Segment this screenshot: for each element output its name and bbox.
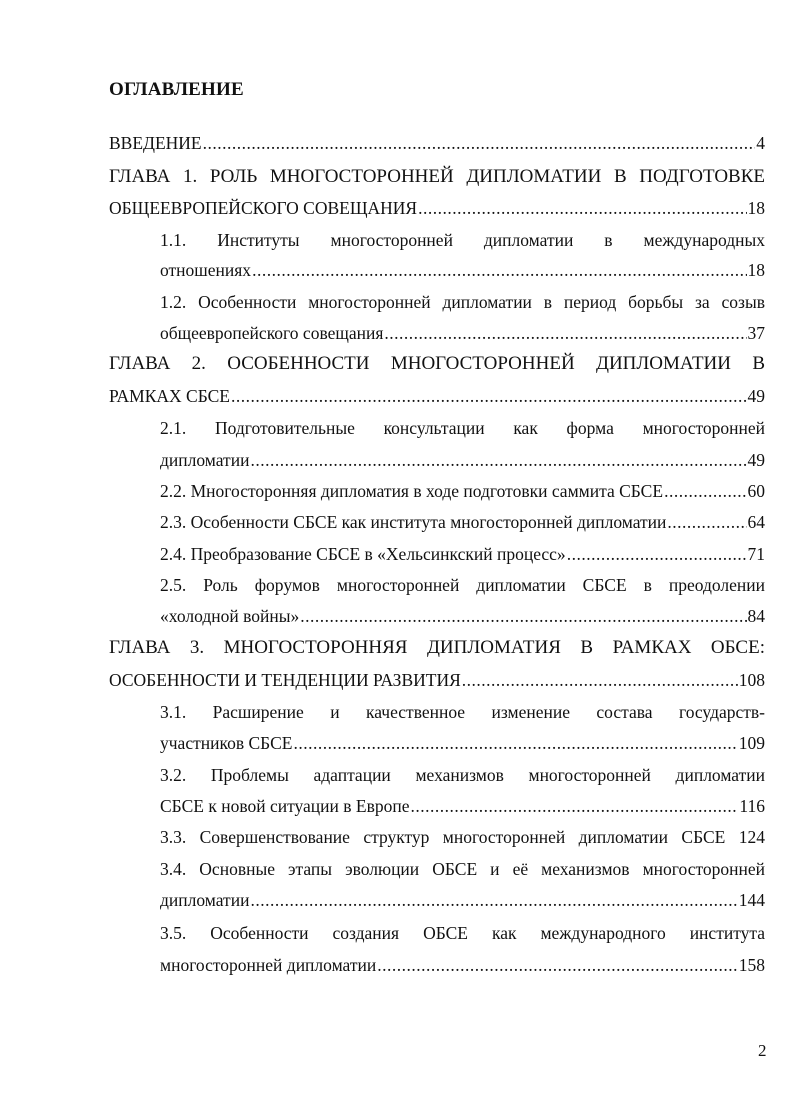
dot-leader [250, 447, 746, 473]
toc-entry-title: РАМКАХ СБСЕ [109, 386, 230, 406]
dot-leader [250, 887, 737, 913]
toc-section-3-5-title[interactable]: 3.5. Особенности создания ОБСЕ как международного института [160, 923, 765, 943]
toc-entry-title: «холодной войны» [160, 606, 300, 626]
toc-entry-page: 64 [747, 512, 765, 532]
toc-entry-title: 2.2. Многосторонняя дипломатия в ходе подготовки саммита СБСЕ [160, 481, 664, 501]
toc-section-3-2-title[interactable]: 3.2. Проблемы адаптации механизмов многосторонней дипломатии [160, 765, 765, 785]
dot-leader [567, 541, 747, 567]
dot-leader [377, 952, 738, 978]
toc-section-3-1-title[interactable]: 3.1. Расширение и качественное изменение состава государств- [160, 702, 765, 722]
toc-chapter-3[interactable] [109, 667, 765, 693]
toc-section-3-3[interactable]: 3.3. Совершенствование структур многосторонней дипломатии СБСЕ 124 [160, 827, 765, 847]
toc-entry-page: 49 [747, 450, 765, 470]
toc-entry-page: 144 [738, 890, 765, 910]
toc-entry-page: 37 [747, 323, 765, 343]
dot-leader [293, 730, 737, 756]
toc-entry-title: участников СБСЕ [160, 733, 293, 753]
toc-entry-title: ОСОБЕННОСТИ И ТЕНДЕНЦИИ РАЗВИТИЯ [109, 670, 461, 690]
toc-chapter-2[interactable] [109, 383, 765, 409]
toc-entry-introduction[interactable] [109, 130, 765, 156]
dot-leader [203, 130, 756, 156]
toc-section-1-1[interactable] [160, 257, 765, 283]
toc-section-2-2[interactable] [160, 478, 765, 504]
dot-leader [231, 383, 747, 409]
toc-section-3-1[interactable] [160, 730, 765, 756]
toc-entry-title: 2.3. Особенности СБСЕ как института многосторонней дипломатии [160, 512, 667, 532]
toc-section-3-4-title[interactable]: 3.4. Основные этапы эволюции ОБСЕ и её механизмов многосторонней [160, 859, 765, 879]
toc-entry-title: многосторонней дипломатии [160, 955, 377, 975]
toc-section-1-2[interactable] [160, 320, 765, 346]
toc-section-3-5[interactable] [160, 952, 765, 978]
toc-entry-page: 158 [738, 955, 765, 975]
toc-section-2-4[interactable] [160, 541, 765, 567]
dot-leader [418, 195, 746, 221]
toc-entry-title: 2.4. Преобразование СБСЕ в «Хельсинкский процесс» [160, 544, 566, 564]
dot-leader [667, 509, 746, 535]
toc-section-2-5-title[interactable]: 2.5. Роль форумов многосторонней дипломатии СБСЕ в преодолении [160, 575, 765, 595]
toc-section-2-3[interactable] [160, 509, 765, 535]
toc-entry-page: 84 [747, 606, 765, 626]
toc-chapter-1-title[interactable]: ГЛАВА 1. РОЛЬ МНОГОСТОРОННЕЙ ДИПЛОМАТИИ В ПОДГОТОВКЕ [109, 166, 765, 187]
toc-section-1-1-title[interactable]: 1.1. Институты многосторонней дипломатии в международных [160, 230, 765, 250]
toc-entry-page: 109 [738, 733, 765, 753]
toc-entry-page: 108 [738, 670, 765, 690]
toc-section-2-1-title[interactable]: 2.1. Подготовительные консультации как форма многосторонней [160, 418, 765, 438]
page-number: 2 [758, 1041, 767, 1060]
toc-section-2-5[interactable] [160, 603, 765, 629]
toc-section-3-2[interactable] [160, 793, 765, 819]
toc-heading: ОГЛАВЛЕНИЕ [109, 79, 244, 100]
toc-entry-page: 71 [747, 544, 765, 564]
toc-entry-page: 60 [747, 481, 765, 501]
toc-entry-title: ВВЕДЕНИЕ [109, 133, 202, 153]
toc-chapter-1[interactable] [109, 195, 765, 221]
dot-leader [664, 478, 746, 504]
toc-entry-page: 4 [756, 133, 765, 153]
dot-leader [300, 603, 746, 629]
toc-section-3-4[interactable] [160, 887, 765, 913]
toc-entry-title: СБСЕ к новой ситуации в Европе [160, 796, 410, 816]
toc-entry-page: 49 [747, 386, 765, 406]
toc-section-1-2-title[interactable]: 1.2. Особенности многосторонней дипломатии в период борьбы за созыв [160, 292, 765, 312]
toc-entry-page: 18 [747, 198, 765, 218]
toc-entry-page: 116 [739, 796, 765, 816]
toc-entry-title: дипломатии [160, 890, 250, 910]
dot-leader [462, 667, 738, 693]
toc-chapter-2-title[interactable]: ГЛАВА 2. ОСОБЕННОСТИ МНОГОСТОРОННЕЙ ДИПЛОМАТИИ В [109, 353, 765, 374]
toc-entry-title: ОБЩЕЕВРОПЕЙСКОГО СОВЕЩАНИЯ [109, 198, 418, 218]
toc-entry-title: отношениях [160, 260, 252, 280]
toc-entry-page: 18 [747, 260, 765, 280]
toc-chapter-3-title[interactable]: ГЛАВА 3. МНОГОСТОРОННЯЯ ДИПЛОМАТИЯ В РАМКАХ ОБСЕ: [109, 637, 765, 658]
dot-leader [384, 320, 746, 346]
dot-leader [252, 257, 746, 283]
toc-entry-title: общеевропейского совещания [160, 323, 384, 343]
toc-section-2-1[interactable] [160, 447, 765, 473]
toc-entry-title: дипломатии [160, 450, 250, 470]
dot-leader [411, 793, 739, 819]
